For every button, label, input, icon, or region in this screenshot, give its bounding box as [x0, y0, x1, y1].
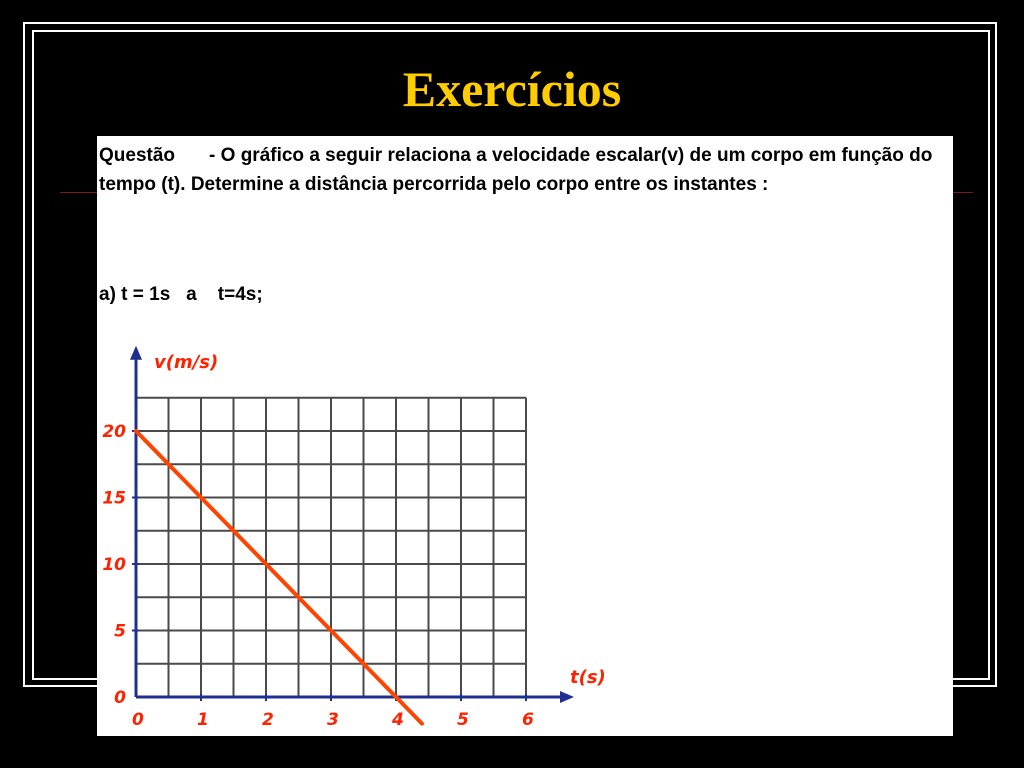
y-tick-label: 10 — [102, 555, 126, 575]
y-tick-label: 20 — [102, 422, 126, 442]
question-panel — [97, 136, 953, 736]
y-tick-label: 15 — [102, 488, 126, 509]
x-axis-label: t(s) — [570, 667, 606, 688]
velocity-time-chart — [97, 336, 617, 736]
y-tick-label: 5 — [114, 621, 126, 642]
title-rule-left — [60, 192, 98, 193]
x-tick-label: 0 — [132, 710, 144, 730]
y-axis-arrow-icon — [130, 346, 142, 360]
question-item-a: a) t = 1s a t=4s; — [99, 284, 263, 305]
x-tick-label: 5 — [457, 710, 469, 730]
x-tick-label: 4 — [392, 710, 404, 730]
x-tick-label: 2 — [262, 710, 274, 730]
question-text — [99, 141, 949, 199]
question-body: - O gráfico a seguir relaciona a velocidade escalar(v) de um corpo em função do tempo (t). Determine a distância percorrida pelo corpo entre os instantes : — [99, 145, 933, 195]
x-tick-label: 1 — [197, 710, 209, 730]
x-tick-label: 3 — [327, 710, 339, 730]
slide-title: Exercícios — [402, 61, 622, 117]
question-label: Questão — [99, 145, 176, 166]
y-tick-label: 0 — [114, 688, 126, 708]
x-axis-arrow-icon — [560, 691, 574, 703]
velocity-series-line — [136, 431, 422, 724]
x-tick-label: 6 — [522, 710, 534, 730]
title-rule-right — [953, 192, 973, 193]
y-axis-label: v(m/s) — [154, 351, 219, 373]
